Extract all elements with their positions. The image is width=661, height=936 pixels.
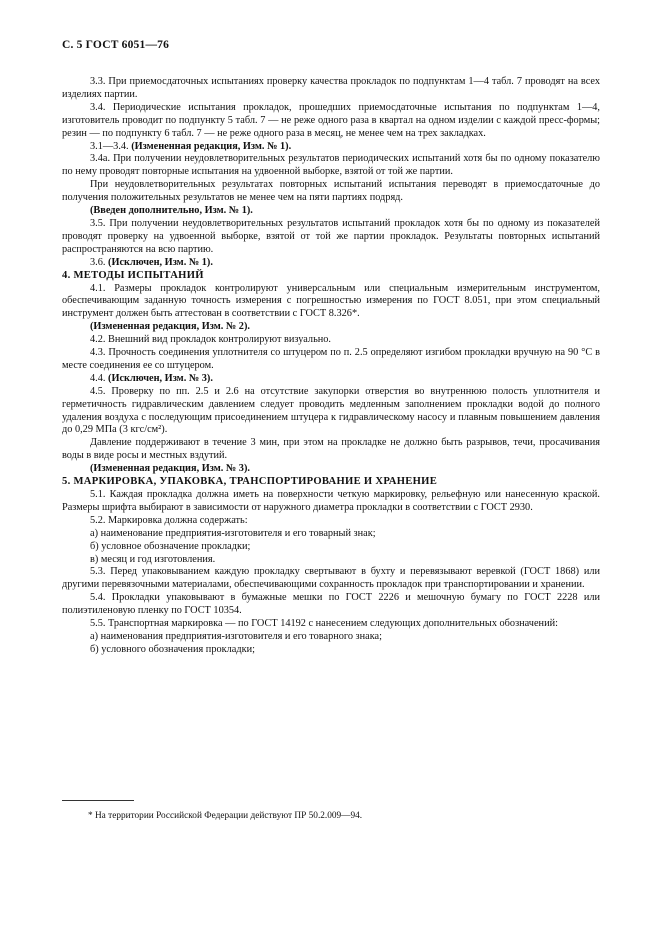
paragraph-4-5-continued: Давление поддерживают в течение 3 мин, при этом на прокладке не должно быть разрывов, течи, просачивания воды в виде росы и местных вздутий. (62, 437, 600, 462)
section-4-title: 4. МЕТОДЫ ИСПЫТАНИЙ (62, 269, 204, 281)
amendment-prefix: 3.1—3.4. (90, 140, 129, 152)
paragraph-4-3: 4.3. Прочность соединения уплотнителя со штуцером по п. 2.5 определяют изгибом прокладки вручную на 90 °С в месте соединения ее со штуцером. (62, 347, 600, 371)
list-item-5-5-a: а) наименования предприятия-изготовителя и его товарного знака; (90, 630, 382, 642)
amendment-text: (Измененная редакция, Изм. № 1). (131, 140, 292, 152)
paragraph-4-1: 4.1. Размеры прокладок контролируют универсальным или специальным измерительным инструментом, обеспечивающим заданную точность измерения с погрешностью измерения по ГОСТ 8.051, при этом специальный инструмент должен быть аттестован в соответствии с ГОСТ 8.326*. (62, 282, 600, 320)
page-header: С. 5 ГОСТ 6051—76 (62, 39, 170, 51)
paragraph-4-4: 4.4. (Исключен, Изм. № 3). (90, 372, 213, 384)
list-item-5-2-c: в) месяц и год изготовления. (90, 553, 216, 565)
amendment-note-4-5: (Измененная редакция, Изм. № 3). (90, 463, 250, 475)
paragraph-4-2: 4.2. Внешний вид прокладок контролируют визуально. (90, 334, 332, 346)
amendment-note-3-1-3-4 (62, 141, 600, 154)
footnote-divider (62, 800, 134, 801)
paragraph-5-5: 5.5. Транспортная маркировка — по ГОСТ 14192 с нанесением следующих дополнительных обозначений: (90, 618, 558, 630)
paragraph-3-4a: 3.4а. При получении неудовлетворительных результатов периодических испытаний хотя бы по одному показателю по нему проводят повторные испытания на удвоенной выборке, взятой от той же партии. (62, 153, 600, 178)
paragraph-3-3: 3.3. При приемосдаточных испытаниях проверку качества прокладок по подпунктам 1—4 табл. 7 проводят на всех изделиях партии. (62, 76, 600, 100)
amendment-note-introduced: (Введен дополнительно, Изм. № 1). (90, 205, 253, 217)
paragraph-5-4: 5.4. Прокладки упаковывают в бумажные мешки по ГОСТ 2226 и мешочную бумагу по ГОСТ 2228 или полиэтиленовую пленку по ГОСТ 10354. (62, 592, 600, 617)
paragraph-3-5: 3.5. При получении неудовлетворительных результатов испытаний прокладок хотя бы по одному из показателей проводят проверку на удвоенной выборке, взятой от той же партии прокладок. Результаты повторных испытаний распространяются на всю партию. (62, 217, 600, 255)
list-item-5-5-b: б) условного обозначения прокладки; (90, 643, 255, 655)
paragraph-5-3: 5.3. Перед упаковыванием каждую прокладку свертывают в бухту и перевязывают веревкой (ГОСТ 1868) или другими перевязочными материалами, обеспечивающими сохранность прокладок при транспортировании и хранении. (62, 566, 600, 591)
paragraph-5-1: 5.1. Каждая прокладка должна иметь на поверхности четкую маркировку, рельефную или нанесенную краской. Размеры шрифта выбирают в зависимости от наружного диаметра прокладки в соответствии с ГОСТ 2930. (62, 489, 600, 513)
paragraph-3-4: 3.4. Периодические испытания прокладок, прошедших приемосдаточные испытания по подпунктам 1—4, изготовитель проводит по подпункту 5 табл. 7 — не реже одного раза в квартал на одном изделии с каждой пресс-формы; резин — по подпункту 6 табл. 7 — не реже одного раза в месяц, не менее чем на трех закладках. (62, 101, 600, 139)
list-item-5-2-b: б) условное обозначение прокладки; (90, 540, 251, 552)
amendment-note-4-1: (Измененная редакция, Изм. № 2). (90, 321, 250, 333)
paragraph-3-6: 3.6. (Исключен, Изм. № 1). (90, 256, 213, 268)
list-item-5-2-a: а) наименование предприятия-изготовителя и его товарный знак; (90, 527, 376, 539)
section-5-title: 5. МАРКИРОВКА, УПАКОВКА, ТРАНСПОРТИРОВАНИЕ И ХРАНЕНИЕ (62, 476, 438, 488)
footnote: * На территории Российской Федерации действуют ПР 50.2.009—94. (88, 811, 363, 821)
document-body (62, 76, 600, 657)
paragraph-4-5: 4.5. Проверку по пп. 2.5 и 2.6 на отсутствие закупорки отверстия во внутреннюю полость уплотнителя и герметичность гидравлическим давлением следует проводить медленным заполнением прокладки водой до полного удаления воздуха с последующим присоединением штуцера к гидравлическому насосу и плавным повышением давления до 0,29 МПа (3 кгс/см²). (62, 385, 600, 436)
paragraph-5-2: 5.2. Маркировка должна содержать: (90, 514, 248, 526)
paragraph-3-4a-continued: При неудовлетворительных результатах повторных испытаний испытания переводят в приемосдаточные до получения положительных результатов не менее чем на пяти партиях подряд. (62, 179, 600, 204)
